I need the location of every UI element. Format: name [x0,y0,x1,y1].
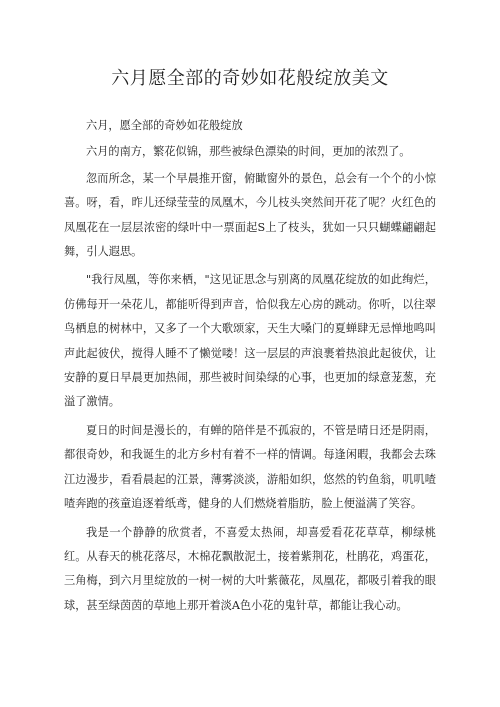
paragraph-5: 夏日的时间是漫长的，有蝉的陪伴是不孤寂的，不管是晴日还是阴雨，都很奇妙，和我诞生的北方乡村有着不一样的情调。每逢闲暇，我都会去珠江边漫步，看看晨起的江景，薄雾淡淡，游船如织，悠然的钓鱼翁，叽叽喳喳奔跑的孩童追逐着纸鸢，健身的人们燃烧着脂肪，脸上便溢满了笑容。 [64,423,436,511]
document-title: 六月愿全部的奇妙如花般绽放美文 [111,68,389,89]
paragraph-4: "我行凤凰，等你来栖，"这见证思念与别离的凤凰花绽放的如此绚烂，仿佛每开一朵花儿，都能听得到声音，恰似我左心房的跳动。你听，以往翠鸟栖息的树林中，又多了一个大歌颂家，天生大嗓门的夏蝉肆无忌惮地鸣叫声此起彼伏，搅得人睡不了懒觉喽！这一层层的声浪裹着热浪此起彼伏，让安静的夏日早晨更加热闹，那些被时间染绿的心事，也更加的绿意茏葱，充溢了激情。 [64,273,436,409]
paragraph-1: 六月，愿全部的奇妙如花般绽放 [86,119,243,132]
paragraph-3: 忽而所念，某一个早晨推开窗，俯瞰窗外的景色，总会有一个个的小惊喜。呀，看，昨儿还绿莹莹的凤凰木，今儿枝头突然间开花了呢？火红色的凤凰花在一层层浓密的绿叶中一票面起S上了枝头，犹如一只只蝴蝶翩翩起舞，引人遐思。 [64,171,436,259]
paragraph-6: 我是一个静静的欣赏者，不喜爱太热闹，却喜爱看花花草草，柳绿桃红。从春天的桃花落尽，木棉花飘散泥土，接着紫荆花，杜鹃花，鸡蛋花，三角梅，到六月里绽放的一树一树的大叶紫薇花，凤凰花，都吸引着我的眼球，甚至绿茵茵的草地上那开着淡A色小花的鬼针草，都能让我心动。 [64,525,436,612]
paragraph-2: 六月的南方，繁花似锦，那些被绿色漂染的时间，更加的浓烈了。 [86,145,411,159]
